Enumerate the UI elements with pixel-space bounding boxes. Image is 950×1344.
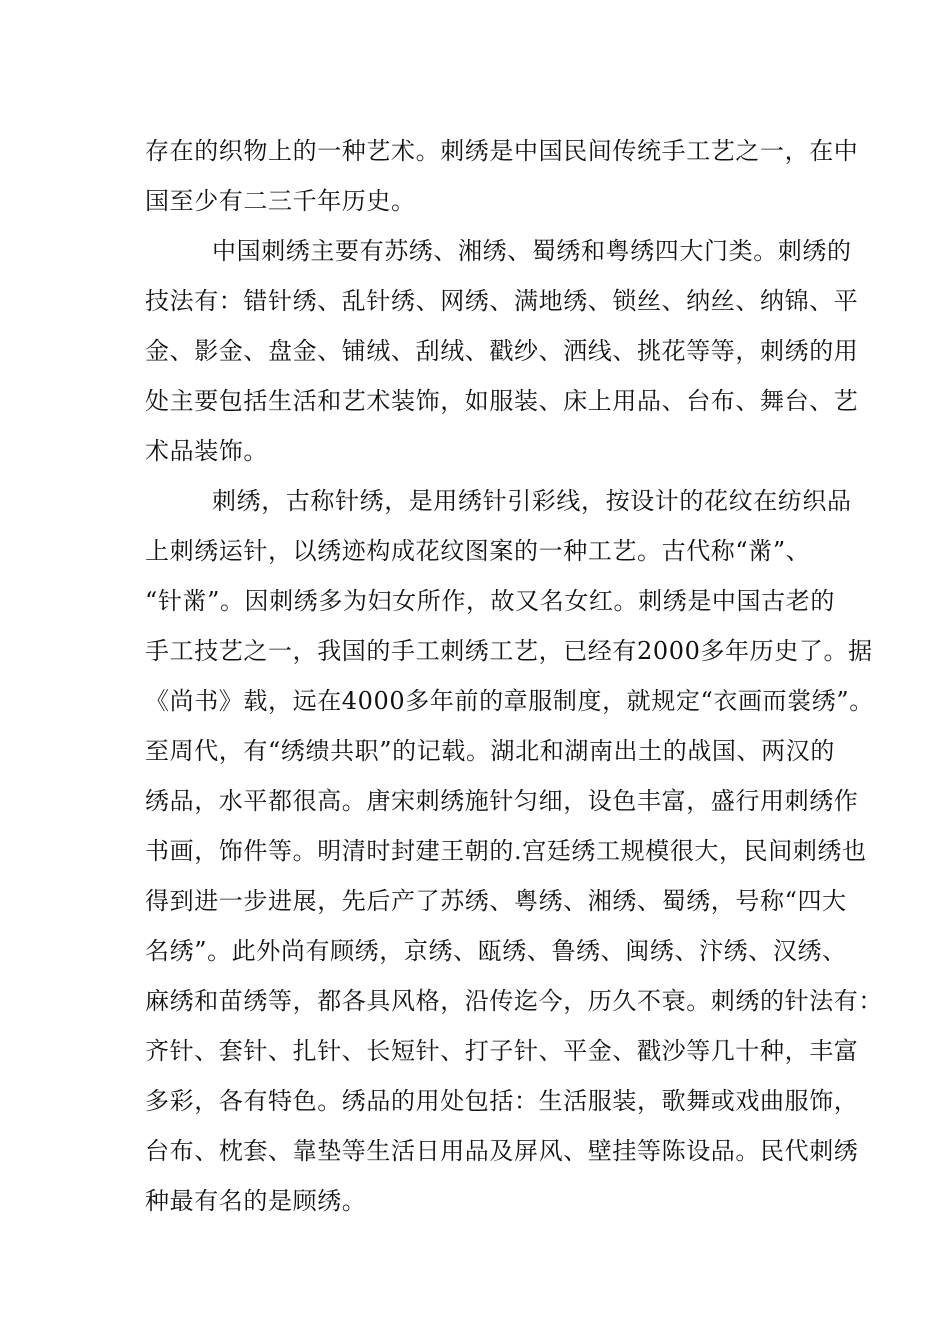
paragraph-2-line-1: 中国刺绣主要有苏绣、湘绣、蜀绣和粤绣四大门类。刺绣的: [212, 237, 852, 265]
paragraph-2-line-2: 技法有：错针绣、乱针绣、网绣、满地绣、锁丝、纳丝、纳锦、平: [145, 287, 859, 315]
paragraph-3-line-5: 《尚书》载，远在4000多年前的章服制度，就规定“衣画而裳绣”。: [145, 687, 874, 715]
paragraph-3-line-15: 种最有名的是顾绣。: [145, 1187, 367, 1215]
paragraph-3-line-7: 绣品，水平都很高。唐宋刺绣施针匀细，设色丰富，盛行用刺绣作: [145, 787, 859, 815]
paragraph-3-line-10: 名绣”。此外尚有顾绣，京绣、瓯绣、鲁绣、闽绣、汴绣、汉绣、: [145, 937, 847, 965]
paragraph-2-line-5: 术品装饰。: [145, 437, 268, 465]
paragraph-2-line-4: 处主要包括生活和艺术装饰，如服装、床上用品、台布、舞台、艺: [145, 387, 859, 415]
paragraph-3-line-3: “针黹”。因刺绣多为妇女所作，故又名女红。刺绣是中国古老的: [145, 587, 835, 615]
paragraph-3-line-9: 得到进一步进展，先后产了苏绣、粤绣、湘绣、蜀绣，号称“四大: [145, 887, 847, 915]
paragraph-2-line-3: 金、影金、盘金、铺绒、刮绒、戳纱、洒线、挑花等等，刺绣的用: [145, 337, 859, 365]
paragraph-3-line-1: 刺绣，古称针绣，是用绣针引彩线，按设计的花纹在纺织品: [212, 487, 852, 515]
paragraph-3-line-4: 手工技艺之一，我国的手工刺绣工艺，已经有2000多年历史了。据: [145, 637, 873, 665]
paragraph-3-line-12: 齐针、套针、扎针、长短针、打子针、平金、戳沙等几十种，丰富: [145, 1037, 859, 1065]
paragraph-3-line-11: 麻绣和苗绣等，都各具风格，沿传迄今，历久不衰。刺绣的针法有：: [145, 987, 883, 1015]
paragraph-3-line-6: 至周代，有“绣缋共职”的记载。湖北和湖南出土的战国、两汉的: [145, 737, 835, 765]
paragraph-3-line-13: 多彩，各有特色。绣品的用处包括：生活服装，歌舞或戏曲服饰，: [145, 1087, 859, 1115]
paragraph-3-line-8: 书画，饰件等。明清时封建王朝的.宫廷绣工规模很大，民间刺绣也: [145, 837, 867, 865]
paragraph-3-line-14: 台布、枕套、靠垫等生活日用品及屏风、壁挂等陈设品。民代刺绣: [145, 1137, 859, 1165]
paragraph-1-line-1: 存在的织物上的一种艺术。刺绣是中国民间传统手工艺之一，在中: [145, 137, 859, 165]
paragraph-1-line-2: 国至少有二三千年历史。: [145, 187, 416, 215]
paragraph-3-line-2: 上刺绣运针，以绣迹构成花纹图案的一种工艺。古代称“黹”、: [145, 537, 811, 565]
